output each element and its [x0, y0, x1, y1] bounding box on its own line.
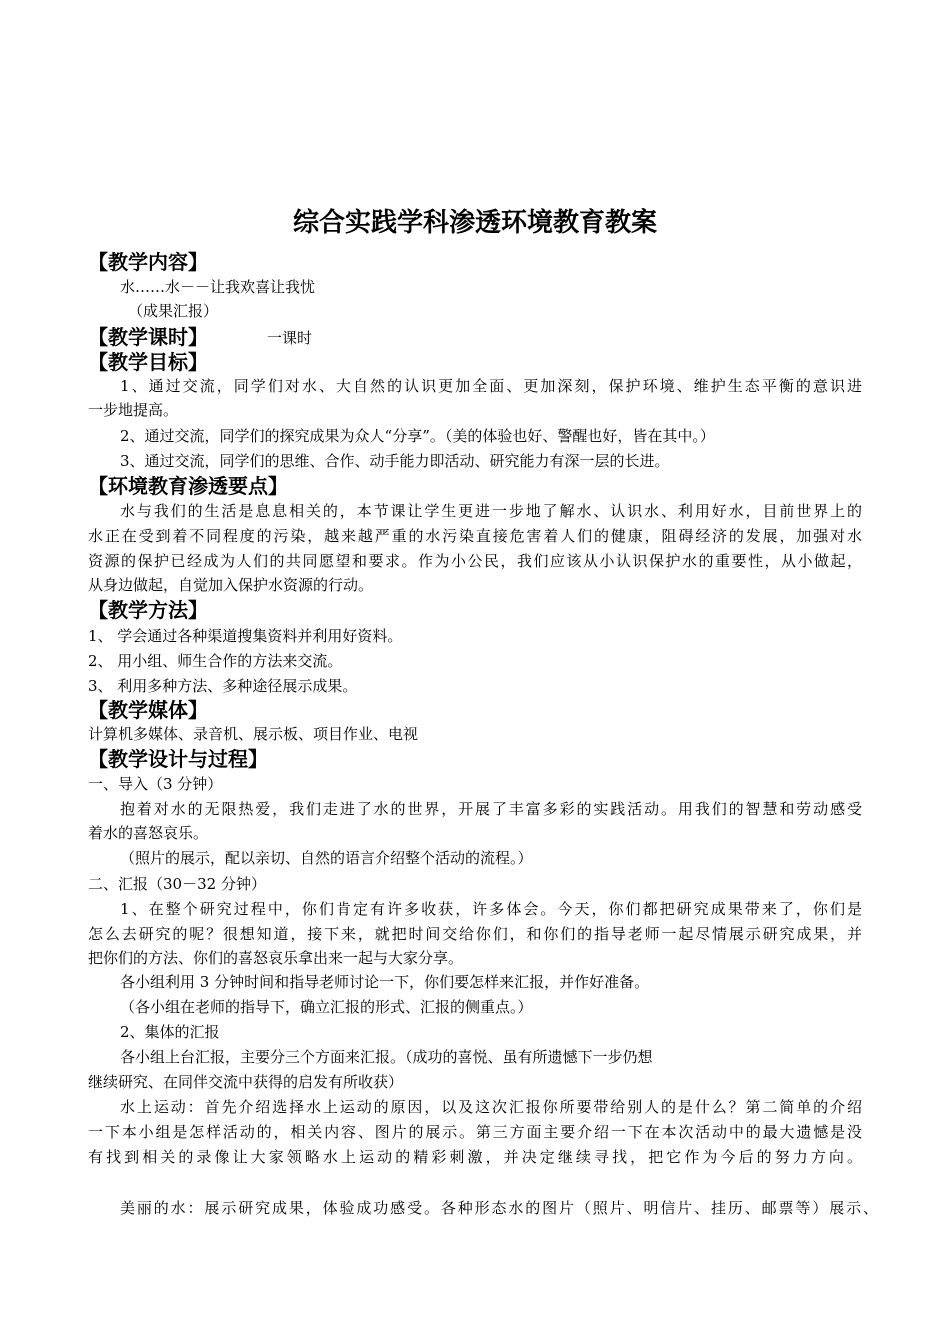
- method-3: 3、 利用多种方法、多种途径展示成果。: [88, 677, 358, 695]
- report-line-7: 各小组上台汇报，主要分三个方面来汇报。（成功的喜悦、虽有所遗憾下一步仍想: [120, 1048, 653, 1066]
- intro-line-3: （照片的展示，配以亲切、自然的语言介绍整个活动的流程。）: [120, 849, 533, 867]
- report-line-8: 继续研究、在同伴交流中获得的启发有所收获）: [88, 1073, 404, 1091]
- heading-env: 【环境教育渗透要点】: [88, 474, 288, 498]
- goal-1-line-1: 1、通过交流，同学们对水、大自然的认识更加全面、更加深刻，保护环境、维护生态平衡的意识进: [120, 377, 862, 395]
- env-line-4: 从身边做起，自觉加入保护水资源的行动。: [88, 576, 374, 594]
- intro-line-2: 着水的喜怒哀乐。: [88, 824, 209, 842]
- env-line-1: 水与我们的生活是息息相关的，本节课让学生更进一步地了解水、认识水、利用好水，目前世界上的: [120, 502, 862, 520]
- heading-content: 【教学内容】: [88, 250, 208, 274]
- period-value: 一课时: [267, 329, 313, 347]
- intro-title: 一、导入（3 分钟）: [88, 775, 223, 793]
- goal-1-line-2: 一步地提高。: [88, 401, 179, 419]
- goal-3: 3、通过交流，同学们的思维、合作、动手能力即活动、研究能力有深一层的长进。: [120, 452, 670, 470]
- method-1: 1、 学会通过各种渠道搜集资料并利用好资料。: [88, 627, 403, 645]
- report-line-2: 怎么去研究的呢？很想知道，接下来，就把时间交给你们，和你们的指导老师一起尽情展示研究成果，并: [88, 925, 862, 943]
- intro-line-1: 抱着对水的无限热爱，我们走进了水的世界，开展了丰富多彩的实践活动。用我们的智慧和劳动感受: [120, 800, 862, 818]
- content-line-2: （成果汇报）: [128, 302, 219, 320]
- report-line-4: 各小组利用 3 分钟时间和指导老师讨论一下，你们要怎样来汇报，并作好准备。: [120, 973, 650, 991]
- method-2: 2、 用小组、师生合作的方法来交流。: [88, 652, 343, 670]
- water-sports-line-2: 一下本小组是怎样活动的，相关内容、图片的展示。第三方面主要介绍一下在本次活动中的最大遗憾是没: [88, 1123, 862, 1141]
- heading-period: 【教学课时】: [88, 325, 208, 349]
- report-line-5: （各小组在老师的指导下，确立汇报的形式、汇报的侧重点。）: [120, 998, 533, 1016]
- heading-methods: 【教学方法】: [88, 598, 208, 622]
- heading-media: 【教学媒体】: [88, 698, 208, 722]
- report-line-3: 把你们的方法、你们的喜怒哀乐拿出来一起与大家分享。: [88, 949, 464, 967]
- heading-goals: 【教学目标】: [88, 350, 208, 374]
- beautiful-water-line-1: 美丽的水：展示研究成果，体验成功感受。各种形态水的图片（照片、明信片、挂历、邮票等）展示、: [120, 1199, 878, 1217]
- report-title: 二、汇报（30－32 分钟）: [88, 875, 266, 893]
- goal-2: 2、通过交流，同学们的探究成果为众人“分享”。（美的体验也好、警醒也好，皆在其中。）: [120, 427, 715, 445]
- media-text: 计算机多媒体、录音机、展示板、项目作业、电视: [88, 725, 419, 743]
- content-line-1: 水……水－－让我欢喜让我忧: [120, 278, 316, 296]
- heading-design: 【教学设计与过程】: [88, 747, 268, 771]
- report-line-6: 2、集体的汇报: [120, 1023, 220, 1041]
- report-line-1: 1、在整个研究过程中，你们肯定有许多收获，许多体会。今天，你们都把研究成果带来了，你们是: [120, 900, 862, 918]
- water-sports-line-1: 水上运动：首先介绍选择水上运动的原因，以及这次汇报你所要带给别人的是什么？第二简单的介绍: [120, 1098, 862, 1116]
- env-line-3: 资源的保护已经成为人们的共同愿望和要求。作为小公民，我们应该从小认识保护水的重要性，从小做起，: [88, 552, 862, 570]
- page-title: 综合实践学科渗透环境教育教案: [292, 208, 657, 238]
- env-line-2: 水正在受到着不同程度的污染，越来越严重的水污染直接危害着人们的健康，阻碍经济的发展，加强对水: [88, 527, 862, 545]
- water-sports-line-3: 有找到相关的录像让大家领略水上运动的精彩刺激，并决定继续寻找，把它作为今后的努力方向。: [88, 1148, 862, 1166]
